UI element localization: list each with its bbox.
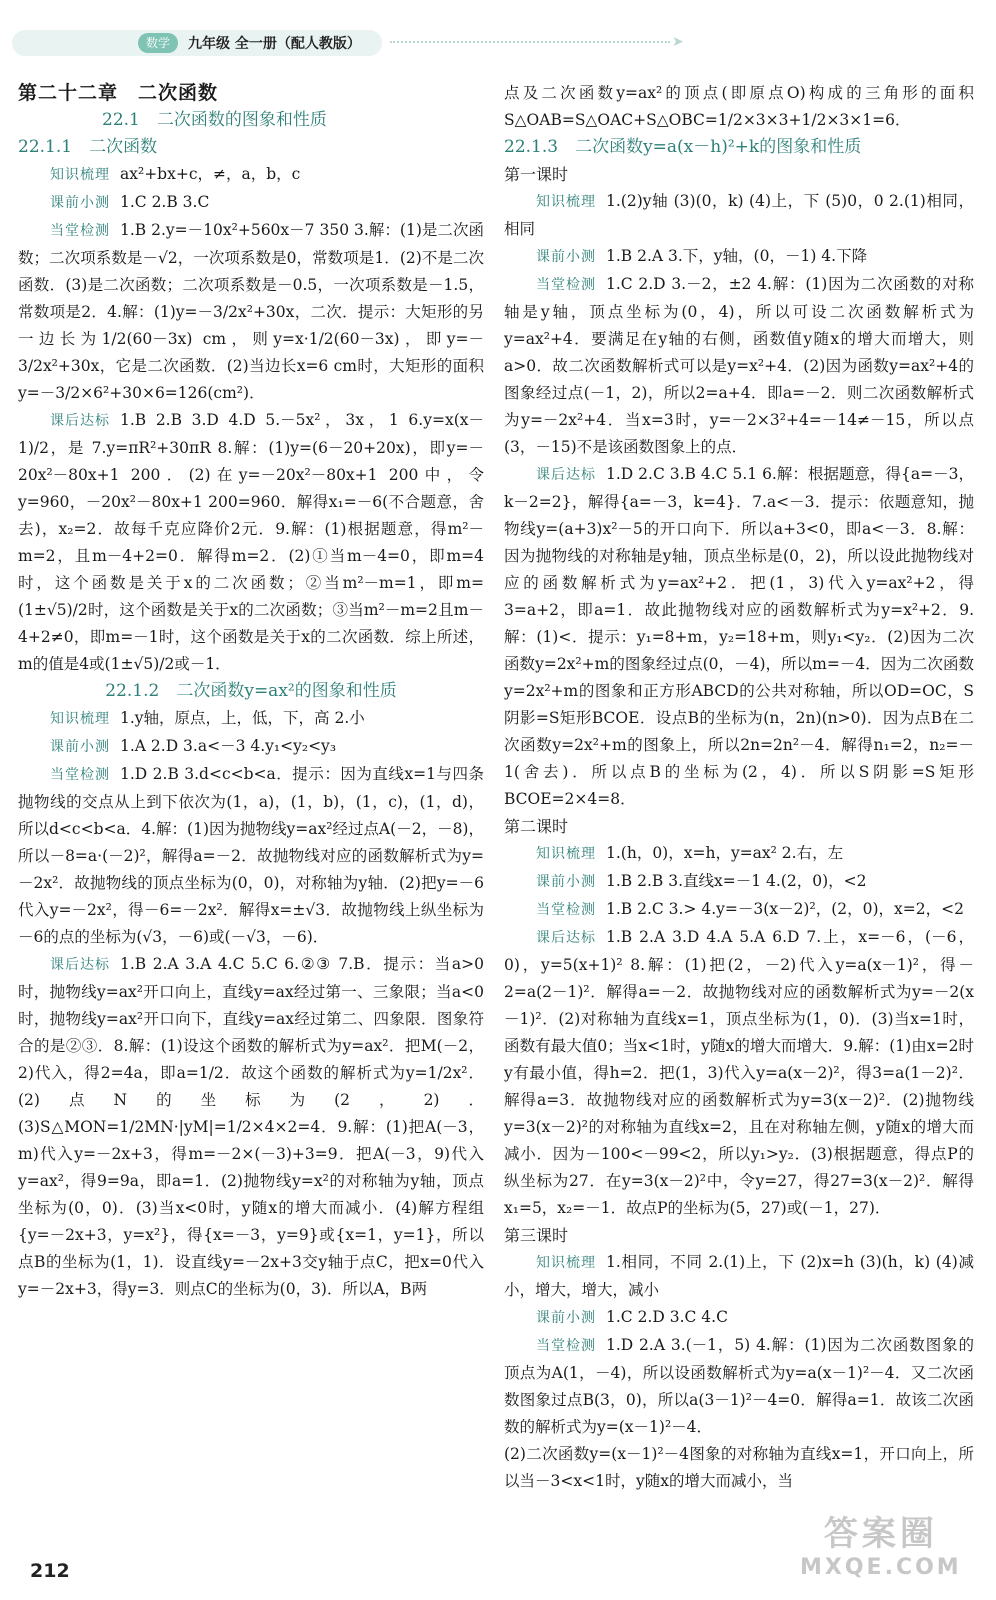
- l3-classtest-text: 1.D 2.A 3.(－1，5) 4.解：(1)因为二次函数图象的顶点为A(1，－4)，所以设函数解析式为y=a(x－1)²－4．又二次函数图象过点B(3，0)，所以a(3－1)²－4=0．解得a=1．故该二次函数的解析式为y=(x－1)²－4．: [504, 1336, 974, 1436]
- header-title: 九年级 全一册（配人教版）: [188, 36, 361, 52]
- l3-pretest-text: 1.C 2.D 3.C 4.C: [606, 1308, 728, 1326]
- right-column: [504, 80, 974, 1495]
- pretest-tag: 课前小测: [536, 874, 596, 890]
- s1-knowledge-row: [18, 161, 484, 189]
- s2-pretest-row: [18, 733, 484, 761]
- s1-homework-row: [18, 407, 484, 678]
- s2-homework-row: [18, 951, 484, 1303]
- l1-knowledge-row: [504, 188, 974, 243]
- l2-knowledge-row: [504, 840, 974, 868]
- homework-tag: 课后达标: [536, 467, 596, 483]
- l2-knowledge-text: 1.(h，0)，x=h，y=ax² 2.右，左: [606, 844, 844, 862]
- s2-knowledge-row: [18, 705, 484, 733]
- knowledge-tag: 知识梳理: [536, 1255, 596, 1271]
- pretest-tag: 课前小测: [536, 1310, 596, 1326]
- s1-classtest-row: [18, 217, 484, 407]
- s1-homework-text: 1.B 2.B 3.D 4.D 5.－5x²，3x，1 6.y=x(x－1)/2，是 7.y=πR²+30πR 8.解：(1)y=(6－20+20x)，即y=－20x²－80x+1 200．(2)在y=－20x²－80x+1 200中，令y=960，－20x²－80x+1 200=960．解得x₁=－6(不合题意，舍去)，x₂=2．故每千克应降价2元．9.解：(1)根据题意，得m²－m=2，且m－4+2=0．解得m=2．(2)①当m－4=0，即m=4时，这个函数是关于x的二次函数；②当m²－m=1，即m=(1±√5)/2时，这个函数是关于x的二次函数；③当m²－m=2且m－4+2≠0，即m=－1时，这个函数是关于x的二次函数．综上所述，m的值是4或(1±√5)/2或－1．: [18, 411, 484, 673]
- watermark-cn: 答案圈: [823, 1514, 938, 1554]
- knowledge-tag: 知识梳理: [50, 167, 110, 183]
- knowledge-tag: 知识梳理: [536, 846, 596, 862]
- s1-classtest-text: 1.B 2.y=－10x²+560x－7 350 3.解：(1)是二次函数；二次项系数是－√2，一次项系数是0，常数项是1．(2)不是二次函数．(3)是二次函数；二次项系数是－0.5，一次项系数是－1.5，常数项是2．4.解：(1)y=－3/2x²+30x，二次．提示：大矩形的另一边长为1/2(60－3x) cm，则y=x·1/2(60－3x)，即y=－3/2x²+30x，它是二次函数．(2)当边长x=6 cm时，大矩形的面积y=－3/2×6²+30×6=126(cm²)．: [18, 221, 484, 402]
- header-dotted-line: [390, 41, 670, 43]
- lesson-1-title: 第一课时: [504, 165, 569, 184]
- s2-pretest-text: 1.A 2.D 3.a<－3 4.y₁<y₂<y₃: [120, 737, 337, 755]
- pretest-tag: 课前小测: [50, 739, 110, 755]
- continued-text: 点及二次函数y=ax²的顶点(即原点O)构成的三角形的面积S△OAB=S△OAC+S△OBC=1/2×3×3+1/2×3×1=6．: [504, 84, 974, 129]
- classtest-tag: 当堂检测: [50, 767, 110, 783]
- s2-knowledge-text: 1.y轴，原点，上，低，下，高 2.小: [120, 709, 365, 727]
- l2-classtest-row: [504, 896, 974, 924]
- section-22-1-2-title: 22.1.2 二次函数y=ax²的图象和性质: [105, 681, 397, 701]
- l1-homework-text: 1.D 2.C 3.B 4.C 5.1 6.解：根据题意，得{a=－3，k－2=2}，解得{a=－3，k=4}．7.a<－3．提示：依题意知，抛物线y=(a+3)x²－5的开口向下．所以a+3<0，即a<－3．8.解：因为抛物线的对称轴是y轴，顶点坐标是(0，2)，所以设此抛物线对应的函数解析式为y=ax²+2．把(1，3)代入y=ax²+2，得3=a+2，即a=1．故此抛物线对应的函数解析式为y=x²+2．9.解：(1)<．提示：y₁=8+m，y₂=18+m，则y₁<y₂．(2)因为二次函数y=2x²+m的图象经过点(0，－4)，所以m=－4．因为二次函数y=2x²+m的图象和正方形ABCD的公共对称轴，所以OD=OC，S阴影=S矩形BCOE．设点B的坐标为(n，2n)(n>0)．因为点B在二次函数y=2x²+m的图象上，所以2n=2n²－4．解得n₁=2，n₂=－1(舍去)．所以点B的坐标为(2，4)．所以S阴影=S矩形BCOE=2×4=8．: [504, 465, 974, 808]
- chapter-title: 第二十二章 二次函数: [18, 82, 219, 104]
- s2-homework-text: 1.B 2.A 3.A 4.C 5.C 6.②③ 7.B．提示：当a>0时，抛物线y=ax²开口向上，直线y=ax经过第一、三象限；当a<0时，抛物线y=ax²开口向下，直线y=ax经过第二、四象限．图象符合的是②③．8.解：(1)设这个函数的解析式为y=ax²．把M(－2，2)代入，得2=4a，即a=1/2．故这个函数的解析式为y=1/2x²．(2)点N的坐标为(2，2)．(3)S△MON=1/2MN·|yM|=1/2×4×2=4．9.解：(1)把A(－3，m)代入y=－2x+3，得m=－2×(－3)+3=9．把A(－3，9)代入y=ax²，得9=9a，即a=1．(2)抛物线y=x²的对称轴为y轴，顶点坐标为(0，0)．(3)当x<0时，y随x的增大而减小．(4)解方程组{y=－2x+3，y=x²}，得{x=－3，y=9}或{x=1，y=1}，所以点B的坐标为(1，1)．设直线y=－2x+3交y轴于点C，把x=0代入y=－2x+3，得y=3．则点C的坐标为(0，3)．所以A，B两: [18, 955, 484, 1298]
- classtest-tag: 当堂检测: [536, 902, 596, 918]
- page-number: 212: [30, 1560, 70, 1582]
- l3-knowledge-text: 1.相同，不同 2.(1)上，下 (2)x=h (3)(h，k) (4)减小，增大，增大，减小: [504, 1253, 974, 1299]
- l1-homework-row: [504, 461, 974, 813]
- s1-knowledge-text: ax²+bx+c，≠，a，b，c: [120, 165, 301, 183]
- section-22-1-1-title: 22.1.1 二次函数: [18, 137, 158, 157]
- classtest-tag: 当堂检测: [536, 1338, 596, 1354]
- knowledge-tag: 知识梳理: [50, 711, 110, 727]
- homework-tag: 课后达标: [536, 930, 596, 946]
- l1-pretest-row: [504, 243, 974, 271]
- l3-classtest-row: [504, 1332, 974, 1441]
- watermark-en: MXQE.COM: [800, 1555, 962, 1580]
- lesson-2-title: 第二课时: [504, 817, 569, 836]
- s1-pretest-row: [18, 189, 484, 217]
- classtest-tag: 当堂检测: [536, 277, 596, 293]
- s2-classtest-text: 1.D 2.B 3.d<c<b<a．提示：因为直线x=1与四条抛物线的交点从上到下依次为(1，a)，(1，b)，(1，c)，(1，d)，所以d<c<b<a．4.解：(1)因为抛物线y=ax²经过点A(－2，－8)，所以－8=a·(－2)²，解得a=－2．故抛物线对应的函数解析式为y=－2x²．故抛物线的顶点坐标为(0，0)，对称轴为y轴．(2)把y=－6代入y=－2x²，得－6=－2x²．解得x=±√3．故抛物线上纵坐标为－6的点的坐标为(√3，－6)或(－√3，－6)．: [18, 765, 484, 946]
- l1-pretest-text: 1.B 2.A 3.下，y轴，(0，－1) 4.下降: [606, 247, 868, 265]
- section-22-1-title: 22.1 二次函数的图象和性质: [102, 110, 327, 130]
- homework-tag: 课后达标: [50, 957, 110, 973]
- l1-classtest-text: 1.C 2.D 3.－2，±2 4.解：(1)因为二次函数的对称轴是y轴，顶点坐标为(0，4)，所以可设二次函数解析式为y=ax²+4．要满足在y轴的右侧，函数值y随x的增大而增大，则a>0．故二次函数解析式可以是y=x²+4．(2)因为函数y=ax²+4的图象经过点(－1，2)，所以2=a+4．即a=－2．则二次函数解析式为y=－2x²+4．当x=3时，y=－2×3²+4=－14≠－15，所以点(3，－15)不是该函数图象上的点．: [504, 275, 974, 456]
- l3-classtest-continued: (2)二次函数y=(x－1)²－4图象的对称轴为直线x=1，开口向上，所以当－3<x<1时，y随x的增大而减小，当: [504, 1445, 974, 1490]
- watermark-logo: [800, 1506, 962, 1580]
- l2-classtest-text: 1.B 2.C 3.> 4.y=－3(x－2)²，(2，0)，x=2，<2: [606, 900, 964, 918]
- subject-badge: 数学: [138, 33, 178, 53]
- l3-knowledge-row: [504, 1249, 974, 1304]
- pretest-tag: 课前小测: [536, 249, 596, 265]
- l3-pretest-row: [504, 1304, 974, 1332]
- knowledge-tag: 知识梳理: [536, 194, 596, 210]
- l2-homework-row: [504, 924, 974, 1222]
- homework-tag: 课后达标: [50, 413, 110, 429]
- s2-classtest-row: [18, 761, 484, 951]
- l1-classtest-row: [504, 271, 974, 461]
- l2-pretest-row: [504, 868, 974, 896]
- l1-knowledge-text: 1.(2)y轴 (3)(0，k) (4)上，下 (5)0，0 2.(1)相同，相同: [504, 192, 974, 238]
- section-22-1-3-title: 22.1.3 二次函数y=a(x－h)²+k的图象和性质: [504, 137, 862, 157]
- l2-homework-text: 1.B 2.A 3.D 4.A 5.A 6.D 7.上，x=－6，(－6，0)，y=5(x+1)² 8.解：(1)把(2，－2)代入y=a(x－1)²，得－2=a(2－1)²．解得a=－2．故抛物线对应的函数解析式为y=－2(x－1)²．(2)对称轴为直线x=1，顶点坐标为(1，0)．(3)当x=1时，函数有最大值0；当x<1时，y随x的增大而增大．9.解：(1)由x=2时y有最小值，得h=2．把(1，3)代入y=a(x－2)²，得3=a(1－2)²．解得a=3．故抛物线对应的函数解析式为y=3(x－2)²．(2)抛物线y=3(x－2)²的对称轴为直线x=2，且在对称轴左侧，y随x的增大而减小．因为－100<－99<2，所以y₁>y₂．(3)根据题意，得点P的纵坐标为27．在y=3(x－2)²中，令y=27，得27=3(x－2)²．解得x₁=5，x₂=－1．故点P的坐标为(5，27)或(－1，27)．: [504, 928, 974, 1217]
- lesson-3-title: 第三课时: [504, 1226, 569, 1245]
- l2-pretest-text: 1.B 2.B 3.直线x=－1 4.(2，0)，<2: [606, 872, 867, 890]
- page-header: [0, 0, 996, 60]
- pretest-tag: 课前小测: [50, 195, 110, 211]
- left-column: [18, 80, 484, 1303]
- s1-pretest-text: 1.C 2.B 3.C: [120, 193, 210, 211]
- arrow-icon: ➤: [672, 34, 684, 50]
- classtest-tag: 当堂检测: [50, 223, 110, 239]
